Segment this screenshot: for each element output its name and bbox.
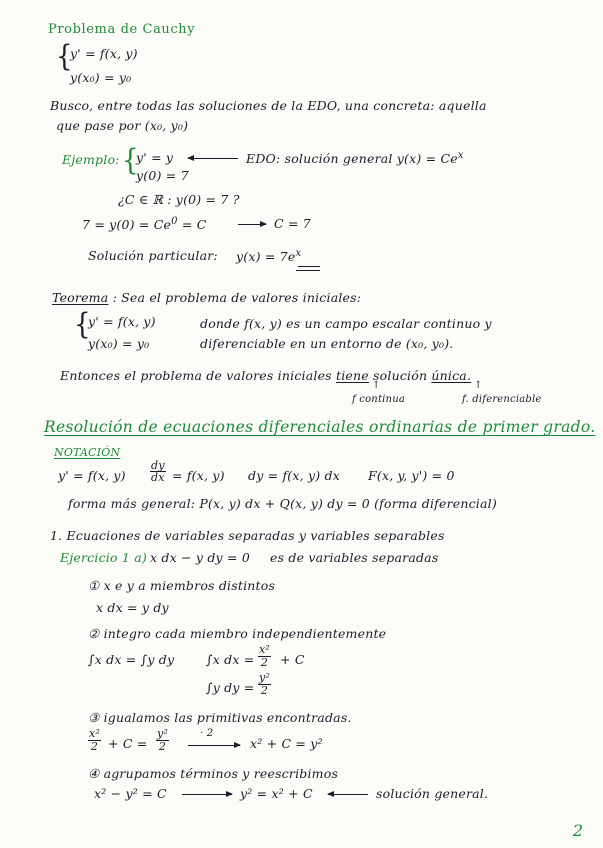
step-3: ③ igualamos las primitivas encontradas. bbox=[88, 710, 352, 725]
particular-eq: y(x) = 7e bbox=[236, 249, 296, 265]
theorem-eq1: y' = f(x, y) bbox=[88, 314, 156, 329]
example-calc-exp: 0 bbox=[171, 216, 178, 227]
example-brace: { bbox=[122, 144, 139, 178]
step-1-eq: x dx = y dy bbox=[96, 600, 169, 615]
step-4-note-arrow bbox=[328, 794, 368, 795]
theorem-conclusion-b: solución bbox=[373, 368, 428, 383]
step-2-int2: ∫y dy = bbox=[206, 680, 255, 695]
step-2-eq: ∫x dx = ∫y dy bbox=[88, 652, 175, 667]
up-arrow-left: ↑ bbox=[372, 380, 381, 391]
notation-2-den: dx bbox=[151, 471, 165, 484]
notation-2-fraction bbox=[150, 460, 166, 483]
intro-line-1: Busco, entre todas las soluciones de la EDO, una concreta: aquella bbox=[50, 98, 487, 113]
example-calc-tail: = C bbox=[181, 217, 207, 233]
particular-solution bbox=[236, 248, 301, 264]
step-4-a: x² − y² = C bbox=[94, 786, 167, 801]
example-question: ¿C ∈ ℝ : y(0) = 7 ? bbox=[118, 192, 240, 207]
left-arrow bbox=[188, 158, 238, 159]
step-2-int1-num: x² bbox=[259, 643, 271, 656]
theorem-brace: { bbox=[74, 308, 91, 342]
step-2-int2-frac bbox=[258, 672, 271, 697]
step-2-int2-den: 2 bbox=[260, 684, 269, 697]
step-2-int2-num: y² bbox=[259, 671, 271, 684]
notation-general: forma más general: P(x, y) dx + Q(x, y) dy = 0 (forma diferencial) bbox=[68, 496, 497, 511]
note-f-diferenciable: f. diferenciable bbox=[462, 394, 542, 405]
step-3-b-den: 2 bbox=[158, 740, 167, 753]
theorem-label: Teorema bbox=[52, 290, 109, 305]
notation-1: y' = f(x, y) bbox=[58, 468, 126, 483]
step-4-arrow bbox=[182, 794, 232, 795]
right-arrow bbox=[238, 224, 266, 225]
cauchy-eq2: y(x₀) = y₀ bbox=[70, 70, 132, 85]
step-2: ② integro cada miembro independientemente bbox=[88, 626, 387, 641]
step-4-b: y² = x² + C bbox=[240, 786, 313, 801]
intro-line-2: que pase por (x₀, y₀) bbox=[56, 118, 189, 133]
step-4: ④ agrupamos términos y reescribimos bbox=[88, 766, 339, 781]
step-2-int1-den: 2 bbox=[260, 656, 269, 669]
cauchy-eq1: y' = f(x, y) bbox=[70, 46, 138, 61]
example-label: Ejemplo: bbox=[62, 152, 120, 167]
page-number: 2 bbox=[572, 821, 583, 840]
example-edo-exp: x bbox=[457, 150, 464, 161]
particular-exp: x bbox=[295, 248, 302, 259]
theorem-unica: única. bbox=[431, 368, 472, 383]
step-2-int1: ∫x dx = bbox=[206, 652, 255, 667]
step-3-a-mid: + C = bbox=[108, 736, 148, 751]
sep-heading: 1. Ecuaciones de variables separadas y variables separables bbox=[50, 528, 445, 543]
step-3-a-frac bbox=[88, 728, 101, 753]
theorem-line bbox=[52, 290, 361, 305]
step-3-b-num: y² bbox=[157, 727, 169, 740]
theorem-text: : Sea el problema de valores iniciales: bbox=[112, 290, 362, 305]
particular-label: Solución particular: bbox=[88, 248, 218, 263]
theorem-cond-2: diferenciable en un entorno de (x₀, y₀). bbox=[200, 336, 454, 351]
step-3-b-frac bbox=[156, 728, 169, 753]
notation-2-tail: = f(x, y) bbox=[172, 468, 225, 483]
step-3-a-num: x² bbox=[89, 727, 101, 740]
step-1: ① x e y a miembros distintos bbox=[88, 578, 276, 593]
exercise-eq: x dx − y dy = 0 bbox=[150, 550, 250, 565]
example-calc-result: C = 7 bbox=[274, 216, 311, 231]
example-edo-note bbox=[246, 150, 464, 166]
notation-4: F(x, y, y') = 0 bbox=[368, 468, 455, 483]
example-edo-note-text: EDO: solución general y(x) = Ce bbox=[246, 151, 458, 167]
step-3-a-den: 2 bbox=[90, 740, 99, 753]
step-3-arrow bbox=[188, 745, 240, 746]
note-f-continua: f continua bbox=[352, 394, 406, 405]
exercise-note: es de variables separadas bbox=[270, 550, 439, 565]
step-2-int1-tail: + C bbox=[280, 652, 305, 667]
theorem-cond-1: donde f(x, y) es un campo escalar continuo y bbox=[200, 316, 492, 331]
up-arrow-right: ↑ bbox=[474, 380, 483, 391]
exercise-label: Ejercicio 1 a) bbox=[60, 550, 147, 565]
notation-3: dy = f(x, y) dx bbox=[248, 468, 340, 483]
theorem-conclusion bbox=[60, 368, 471, 383]
step-3-arrow-label: · 2 bbox=[200, 728, 214, 739]
step-4-note: solución general. bbox=[376, 786, 489, 801]
theorem-eq2: y(x₀) = y₀ bbox=[88, 336, 150, 351]
notation-label: NOTACIÓN bbox=[54, 446, 121, 459]
example-calc-text: 7 = y(0) = Ce bbox=[82, 217, 172, 233]
step-2-int1-frac bbox=[258, 644, 271, 669]
underline-1 bbox=[298, 266, 320, 267]
example-calc bbox=[82, 216, 207, 232]
notation-2-num: dy bbox=[151, 459, 165, 472]
cauchy-brace: { bbox=[56, 40, 73, 74]
page-title: Problema de Cauchy bbox=[48, 22, 196, 37]
example-eq2: y(0) = 7 bbox=[136, 168, 189, 183]
step-3-result: x² + C = y² bbox=[250, 736, 323, 751]
theorem-conclusion-a: Entonces el problema de valores iniciales bbox=[60, 368, 332, 383]
theorem-tiene: tiene bbox=[335, 368, 369, 383]
example-eq1: y' = y bbox=[136, 150, 174, 165]
underline-2 bbox=[296, 270, 320, 271]
section-title: Resolución de ecuaciones diferenciales ordinarias de primer grado. bbox=[44, 418, 596, 436]
